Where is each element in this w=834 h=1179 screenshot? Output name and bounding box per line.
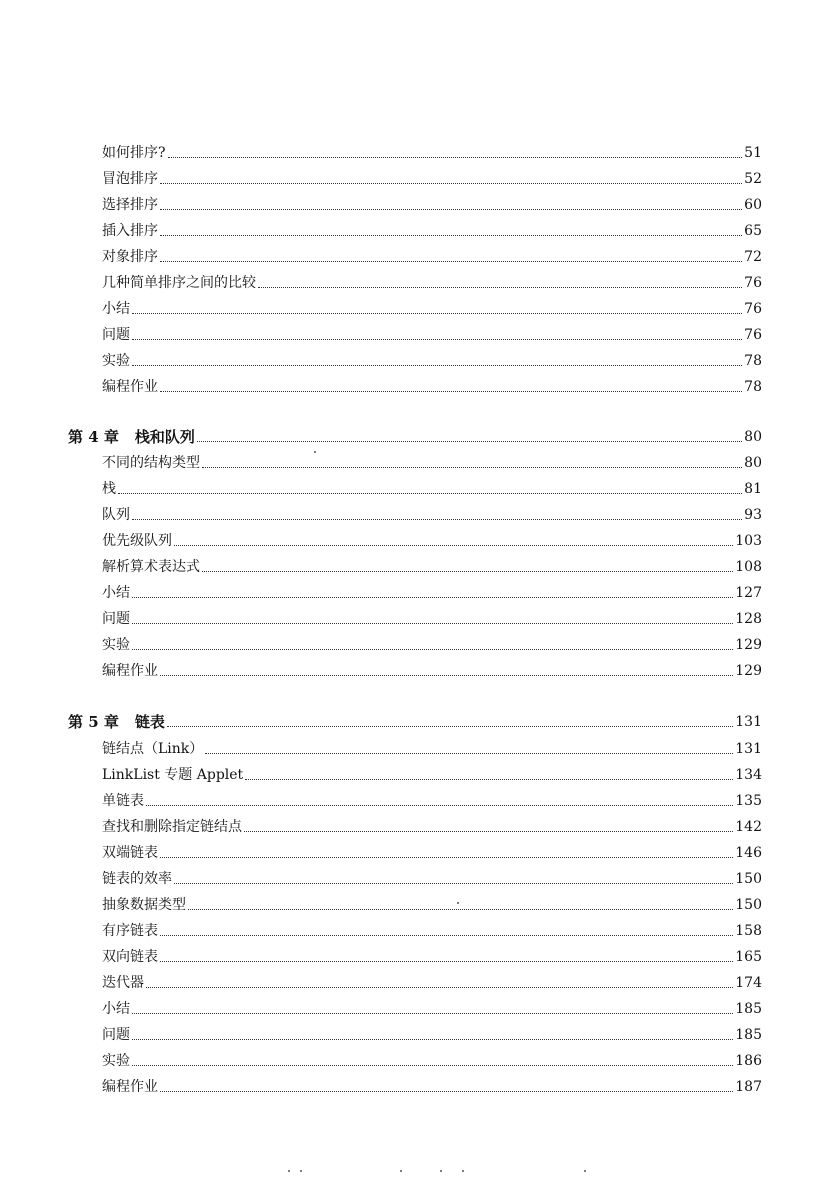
toc-entry[interactable] (102, 472, 762, 498)
toc-entry-title: 对象排序 (102, 249, 158, 265)
dot-leader (160, 261, 742, 262)
toc-entry-page: 80 (744, 455, 762, 471)
toc-entry-title: 实验 (102, 1053, 130, 1069)
toc-entry-title: 实验 (102, 353, 130, 369)
dot-leader (160, 857, 733, 858)
toc-entry-title: 小结 (102, 1001, 130, 1017)
toc-entry-page: 186 (735, 1053, 762, 1069)
toc-entry[interactable] (102, 136, 762, 162)
dot-leader (132, 649, 733, 650)
toc-entry[interactable] (102, 628, 762, 654)
toc-entry-page: 81 (744, 481, 762, 497)
toc-entry-title: 抽象数据类型 (102, 897, 186, 913)
toc-entry[interactable] (102, 1070, 762, 1096)
toc-entry[interactable] (102, 576, 762, 602)
dot-leader (245, 779, 733, 780)
toc-entry[interactable] (102, 292, 762, 318)
toc-entry-page: 78 (744, 379, 762, 395)
toc-entry-page: 187 (735, 1079, 762, 1095)
dot-leader (174, 545, 733, 546)
toc-entry[interactable] (102, 888, 762, 914)
dot-leader (132, 1065, 733, 1066)
chapter-page: 80 (744, 429, 762, 445)
toc-entry[interactable] (102, 446, 762, 472)
dot-leader (160, 391, 742, 392)
toc-entry-title: 优先级队列 (102, 533, 172, 549)
toc-entry-title: 插入排序 (102, 223, 158, 239)
toc-entry[interactable] (102, 370, 762, 396)
toc-entry-title: 链表的效率 (102, 871, 172, 887)
dot-leader (168, 157, 743, 158)
dot-leader (160, 1091, 733, 1092)
toc-entry-title: 栈 (102, 481, 116, 497)
toc-entry[interactable] (102, 810, 762, 836)
dot-leader (132, 519, 742, 520)
dot-leader (132, 313, 742, 314)
toc-entry-title: 小结 (102, 585, 130, 601)
toc-entry-title: 选择排序 (102, 197, 158, 213)
dot-leader (160, 961, 733, 962)
dot-leader (160, 209, 742, 210)
dot-leader (132, 623, 733, 624)
toc-entry[interactable] (102, 862, 762, 888)
toc-entry-page: 76 (744, 327, 762, 343)
dot-leader (132, 339, 742, 340)
toc-entry-title: 问题 (102, 327, 130, 343)
dot-leader (202, 571, 733, 572)
toc-entry[interactable] (102, 524, 762, 550)
dot-leader (202, 467, 742, 468)
toc-entry-title: 双向链表 (102, 949, 158, 965)
toc-entry[interactable] (102, 1044, 762, 1070)
toc-entry-title: 冒泡排序 (102, 171, 158, 187)
toc-entry[interactable] (102, 1018, 762, 1044)
toc-entry-page: 150 (735, 897, 762, 913)
toc-chapter-heading[interactable] (68, 420, 762, 446)
scan-speck (314, 451, 316, 453)
toc-entry-page: 65 (744, 223, 762, 239)
toc-entry-page: 52 (744, 171, 762, 187)
toc-entry[interactable] (102, 188, 762, 214)
dot-leader (174, 883, 733, 884)
toc-entry[interactable] (102, 266, 762, 292)
toc-entry-title: 迭代器 (102, 975, 144, 991)
dot-leader (160, 235, 742, 236)
chapter-number: 第 5 章 (68, 713, 119, 731)
toc-entry-page: 128 (735, 611, 762, 627)
toc-entry-page: 165 (735, 949, 762, 965)
scan-speck (288, 1170, 290, 1172)
toc-entry-title: 编程作业 (102, 1079, 158, 1095)
toc-entry-title: 解析算术表达式 (102, 559, 200, 575)
toc-entry-page: 76 (744, 275, 762, 291)
dot-leader (132, 1039, 733, 1040)
toc-entry-title: 实验 (102, 637, 130, 653)
scan-speck (462, 1170, 464, 1172)
toc-entry[interactable] (102, 498, 762, 524)
toc-entry-page: 174 (735, 975, 762, 991)
toc-entry-page: 129 (735, 637, 762, 653)
dot-leader (167, 726, 733, 727)
toc-chapter-heading[interactable] (68, 705, 762, 731)
toc-entry[interactable] (102, 214, 762, 240)
toc-entry-page: 127 (735, 585, 762, 601)
scan-speck (300, 1170, 302, 1172)
toc-entry[interactable] (102, 732, 762, 758)
dot-leader (160, 935, 733, 936)
toc-entry-page: 185 (735, 1027, 762, 1043)
toc-entry[interactable] (102, 940, 762, 966)
toc-entry-page: 60 (744, 197, 762, 213)
scan-speck (584, 1170, 586, 1172)
toc-entry[interactable] (102, 162, 762, 188)
scan-speck (400, 1170, 402, 1172)
toc-entry-page: 185 (735, 1001, 762, 1017)
toc-entry-page: 134 (735, 767, 762, 783)
toc-entry-title: 链结点（Link） (102, 741, 204, 757)
chapter-page: 131 (735, 714, 762, 730)
toc-entry-page: 158 (735, 923, 762, 939)
chapter-number: 第 4 章 (68, 428, 119, 446)
toc-entry[interactable] (102, 836, 762, 862)
dot-leader (146, 987, 733, 988)
dot-leader (188, 909, 733, 910)
dot-leader (132, 1013, 733, 1014)
toc-entry[interactable] (102, 602, 762, 628)
toc-entry[interactable] (102, 344, 762, 370)
scan-speck (440, 1170, 442, 1172)
toc-entry-title: 队列 (102, 507, 130, 523)
toc-entry-page: 51 (744, 145, 762, 161)
toc-entry-title: 有序链表 (102, 923, 158, 939)
toc-entry-page: 76 (744, 301, 762, 317)
scan-speck (457, 902, 459, 904)
toc-entry[interactable] (102, 758, 762, 784)
dot-leader (160, 183, 742, 184)
toc-entry-title: 几种简单排序之间的比较 (102, 275, 256, 291)
dot-leader (258, 287, 742, 288)
dot-leader (132, 597, 733, 598)
toc-entry-page: 150 (735, 871, 762, 887)
toc-entry[interactable] (102, 784, 762, 810)
toc-entry-page: 78 (744, 353, 762, 369)
dot-leader (160, 675, 733, 676)
toc-entry-title: 双端链表 (102, 845, 158, 861)
toc-entry-title: 不同的结构类型 (102, 455, 200, 471)
toc-entry-page: 108 (735, 559, 762, 575)
toc-entry-title: 编程作业 (102, 663, 158, 679)
dot-leader (132, 365, 742, 366)
toc-entry-title: 如何排序? (102, 145, 166, 161)
toc-entry[interactable] (102, 240, 762, 266)
toc-entry-title: 编程作业 (102, 379, 158, 395)
toc-entry-title: 小结 (102, 301, 130, 317)
dot-leader (146, 805, 733, 806)
toc-entry-page: 135 (735, 793, 762, 809)
toc-entry[interactable] (102, 550, 762, 576)
dot-leader (244, 831, 733, 832)
toc-entry-page: 103 (735, 533, 762, 549)
chapter-title: 栈和队列 (134, 428, 195, 446)
toc-entry-title: 单链表 (102, 793, 144, 809)
toc-entry[interactable] (102, 992, 762, 1018)
toc-entry[interactable] (102, 318, 762, 344)
toc-entry-title: 问题 (102, 611, 130, 627)
toc-entry[interactable] (102, 966, 762, 992)
toc-entry-page: 72 (744, 249, 762, 265)
toc-entry-page: 142 (735, 819, 762, 835)
dot-leader (118, 493, 742, 494)
toc-entry-page: 146 (735, 845, 762, 861)
toc-entry[interactable] (102, 654, 762, 680)
toc-entry-page: 131 (735, 741, 762, 757)
toc-entry-title: 问题 (102, 1027, 130, 1043)
toc-entry-title: LinkList 专题 Applet (102, 767, 244, 783)
toc-entry-page: 93 (744, 507, 762, 523)
chapter-title: 链表 (134, 713, 165, 731)
dot-leader (197, 441, 742, 442)
toc-entry[interactable] (102, 914, 762, 940)
toc-entry-title: 查找和删除指定链结点 (102, 819, 242, 835)
toc-entry-page: 129 (735, 663, 762, 679)
dot-leader (205, 753, 733, 754)
